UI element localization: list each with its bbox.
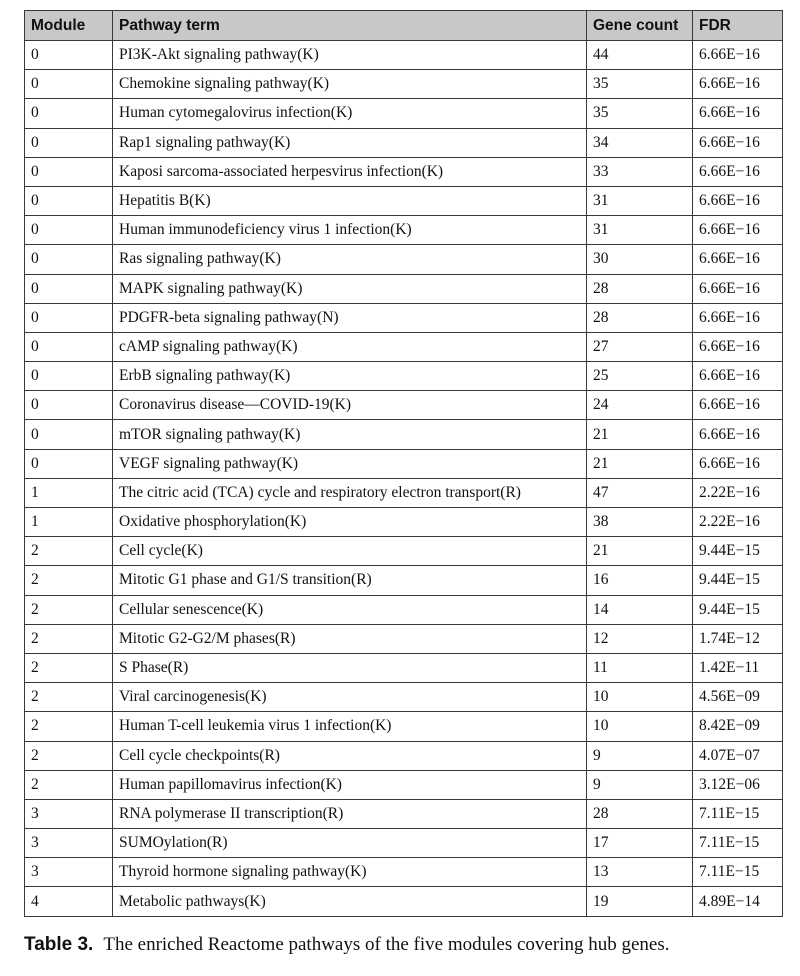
cell-pathway-term: Hepatitis B(K) xyxy=(113,186,587,215)
caption-label: Table 3. xyxy=(24,934,94,955)
cell-fdr: 6.66E−16 xyxy=(693,274,783,303)
cell-pathway-term: RNA polymerase II transcription(R) xyxy=(113,799,587,828)
cell-gene-count: 14 xyxy=(587,595,693,624)
cell-gene-count: 38 xyxy=(587,508,693,537)
cell-gene-count: 19 xyxy=(587,887,693,916)
table-row xyxy=(25,245,783,274)
cell-pathway-term: S Phase(R) xyxy=(113,653,587,682)
cell-module: 0 xyxy=(25,99,113,128)
table-row xyxy=(25,566,783,595)
cell-module: 2 xyxy=(25,683,113,712)
cell-gene-count: 31 xyxy=(587,216,693,245)
cell-pathway-term: Cellular senescence(K) xyxy=(113,595,587,624)
table-caption xyxy=(24,934,669,956)
cell-fdr: 6.66E−16 xyxy=(693,332,783,361)
cell-module: 0 xyxy=(25,216,113,245)
cell-gene-count: 12 xyxy=(587,624,693,653)
table-row xyxy=(25,887,783,916)
cell-fdr: 7.11E−15 xyxy=(693,858,783,887)
cell-module: 0 xyxy=(25,420,113,449)
table-row xyxy=(25,508,783,537)
cell-module: 2 xyxy=(25,653,113,682)
cell-fdr: 9.44E−15 xyxy=(693,566,783,595)
cell-fdr: 6.66E−16 xyxy=(693,245,783,274)
cell-module: 0 xyxy=(25,303,113,332)
table-row xyxy=(25,829,783,858)
cell-pathway-term: mTOR signaling pathway(K) xyxy=(113,420,587,449)
pathway-table xyxy=(24,10,783,917)
cell-gene-count: 30 xyxy=(587,245,693,274)
table-row xyxy=(25,274,783,303)
cell-pathway-term: Kaposi sarcoma-associated herpesvirus infection(K) xyxy=(113,157,587,186)
cell-pathway-term: The citric acid (TCA) cycle and respiratory electron transport(R) xyxy=(113,478,587,507)
cell-fdr: 8.42E−09 xyxy=(693,712,783,741)
cell-pathway-term: Human papillomavirus infection(K) xyxy=(113,770,587,799)
table-body xyxy=(25,41,783,917)
cell-module: 0 xyxy=(25,245,113,274)
cell-gene-count: 33 xyxy=(587,157,693,186)
cell-gene-count: 11 xyxy=(587,653,693,682)
cell-fdr: 6.66E−16 xyxy=(693,449,783,478)
cell-pathway-term: Metabolic pathways(K) xyxy=(113,887,587,916)
cell-pathway-term: ErbB signaling pathway(K) xyxy=(113,362,587,391)
cell-module: 0 xyxy=(25,41,113,70)
header-fdr: FDR xyxy=(693,11,783,41)
cell-gene-count: 10 xyxy=(587,712,693,741)
cell-module: 0 xyxy=(25,362,113,391)
cell-pathway-term: Ras signaling pathway(K) xyxy=(113,245,587,274)
cell-gene-count: 31 xyxy=(587,186,693,215)
cell-fdr: 6.66E−16 xyxy=(693,41,783,70)
cell-module: 1 xyxy=(25,478,113,507)
cell-gene-count: 34 xyxy=(587,128,693,157)
table-row xyxy=(25,537,783,566)
cell-fdr: 3.12E−06 xyxy=(693,770,783,799)
table-row xyxy=(25,683,783,712)
cell-module: 2 xyxy=(25,537,113,566)
table-row xyxy=(25,420,783,449)
table-header xyxy=(25,11,783,41)
cell-module: 0 xyxy=(25,186,113,215)
cell-fdr: 6.66E−16 xyxy=(693,216,783,245)
table-row xyxy=(25,741,783,770)
cell-module: 0 xyxy=(25,157,113,186)
cell-pathway-term: MAPK signaling pathway(K) xyxy=(113,274,587,303)
cell-gene-count: 16 xyxy=(587,566,693,595)
cell-module: 2 xyxy=(25,566,113,595)
table-row xyxy=(25,216,783,245)
cell-gene-count: 28 xyxy=(587,799,693,828)
cell-gene-count: 24 xyxy=(587,391,693,420)
cell-gene-count: 25 xyxy=(587,362,693,391)
cell-fdr: 7.11E−15 xyxy=(693,829,783,858)
header-module: Module xyxy=(25,11,113,41)
cell-fdr: 6.66E−16 xyxy=(693,303,783,332)
table-row xyxy=(25,332,783,361)
cell-gene-count: 44 xyxy=(587,41,693,70)
cell-fdr: 2.22E−16 xyxy=(693,478,783,507)
cell-gene-count: 21 xyxy=(587,420,693,449)
table-row xyxy=(25,128,783,157)
cell-pathway-term: Human immunodeficiency virus 1 infection(K) xyxy=(113,216,587,245)
table-row xyxy=(25,41,783,70)
cell-module: 0 xyxy=(25,70,113,99)
cell-fdr: 9.44E−15 xyxy=(693,595,783,624)
header-row xyxy=(25,11,783,41)
cell-pathway-term: Rap1 signaling pathway(K) xyxy=(113,128,587,157)
cell-fdr: 6.66E−16 xyxy=(693,128,783,157)
table-row xyxy=(25,391,783,420)
cell-fdr: 6.66E−16 xyxy=(693,157,783,186)
cell-gene-count: 21 xyxy=(587,449,693,478)
cell-gene-count: 28 xyxy=(587,303,693,332)
table-row xyxy=(25,186,783,215)
cell-pathway-term: Thyroid hormone signaling pathway(K) xyxy=(113,858,587,887)
cell-pathway-term: Chemokine signaling pathway(K) xyxy=(113,70,587,99)
caption-text: The enriched Reactome pathways of the five modules covering hub genes. xyxy=(103,934,670,955)
cell-pathway-term: Cell cycle(K) xyxy=(113,537,587,566)
table-row xyxy=(25,712,783,741)
table-row xyxy=(25,478,783,507)
table-row xyxy=(25,362,783,391)
cell-fdr: 6.66E−16 xyxy=(693,391,783,420)
header-gene-count: Gene count xyxy=(587,11,693,41)
table-row xyxy=(25,449,783,478)
cell-module: 2 xyxy=(25,770,113,799)
table-row xyxy=(25,70,783,99)
cell-gene-count: 21 xyxy=(587,537,693,566)
cell-module: 0 xyxy=(25,274,113,303)
cell-pathway-term: Viral carcinogenesis(K) xyxy=(113,683,587,712)
cell-pathway-term: Human T-cell leukemia virus 1 infection(K) xyxy=(113,712,587,741)
cell-fdr: 4.56E−09 xyxy=(693,683,783,712)
cell-gene-count: 9 xyxy=(587,770,693,799)
cell-pathway-term: Oxidative phosphorylation(K) xyxy=(113,508,587,537)
cell-fdr: 4.89E−14 xyxy=(693,887,783,916)
cell-pathway-term: Mitotic G2-G2/M phases(R) xyxy=(113,624,587,653)
table-row xyxy=(25,799,783,828)
cell-pathway-term: VEGF signaling pathway(K) xyxy=(113,449,587,478)
cell-fdr: 2.22E−16 xyxy=(693,508,783,537)
cell-module: 2 xyxy=(25,595,113,624)
cell-pathway-term: cAMP signaling pathway(K) xyxy=(113,332,587,361)
cell-module: 2 xyxy=(25,712,113,741)
cell-fdr: 6.66E−16 xyxy=(693,99,783,128)
cell-module: 0 xyxy=(25,128,113,157)
cell-pathway-term: PI3K-Akt signaling pathway(K) xyxy=(113,41,587,70)
cell-gene-count: 47 xyxy=(587,478,693,507)
cell-gene-count: 13 xyxy=(587,858,693,887)
table-row xyxy=(25,303,783,332)
cell-fdr: 6.66E−16 xyxy=(693,186,783,215)
cell-module: 0 xyxy=(25,391,113,420)
table-row xyxy=(25,858,783,887)
cell-module: 2 xyxy=(25,741,113,770)
cell-module: 3 xyxy=(25,799,113,828)
cell-module: 0 xyxy=(25,332,113,361)
table-row xyxy=(25,624,783,653)
cell-module: 2 xyxy=(25,624,113,653)
cell-pathway-term: Cell cycle checkpoints(R) xyxy=(113,741,587,770)
cell-module: 3 xyxy=(25,829,113,858)
cell-pathway-term: PDGFR-beta signaling pathway(N) xyxy=(113,303,587,332)
cell-module: 0 xyxy=(25,449,113,478)
cell-module: 3 xyxy=(25,858,113,887)
cell-module: 4 xyxy=(25,887,113,916)
cell-pathway-term: Mitotic G1 phase and G1/S transition(R) xyxy=(113,566,587,595)
cell-fdr: 6.66E−16 xyxy=(693,70,783,99)
cell-gene-count: 35 xyxy=(587,70,693,99)
cell-module: 1 xyxy=(25,508,113,537)
cell-pathway-term: Coronavirus disease—COVID-19(K) xyxy=(113,391,587,420)
table-row xyxy=(25,653,783,682)
table-row xyxy=(25,770,783,799)
cell-gene-count: 35 xyxy=(587,99,693,128)
cell-pathway-term: SUMOylation(R) xyxy=(113,829,587,858)
cell-fdr: 1.74E−12 xyxy=(693,624,783,653)
cell-gene-count: 28 xyxy=(587,274,693,303)
table-row xyxy=(25,157,783,186)
cell-gene-count: 9 xyxy=(587,741,693,770)
cell-gene-count: 17 xyxy=(587,829,693,858)
cell-fdr: 6.66E−16 xyxy=(693,362,783,391)
table-row xyxy=(25,99,783,128)
table-row xyxy=(25,595,783,624)
cell-fdr: 4.07E−07 xyxy=(693,741,783,770)
cell-fdr: 1.42E−11 xyxy=(693,653,783,682)
cell-fdr: 6.66E−16 xyxy=(693,420,783,449)
header-pathway-term: Pathway term xyxy=(113,11,587,41)
cell-pathway-term: Human cytomegalovirus infection(K) xyxy=(113,99,587,128)
cell-fdr: 7.11E−15 xyxy=(693,799,783,828)
cell-fdr: 9.44E−15 xyxy=(693,537,783,566)
cell-gene-count: 27 xyxy=(587,332,693,361)
cell-gene-count: 10 xyxy=(587,683,693,712)
